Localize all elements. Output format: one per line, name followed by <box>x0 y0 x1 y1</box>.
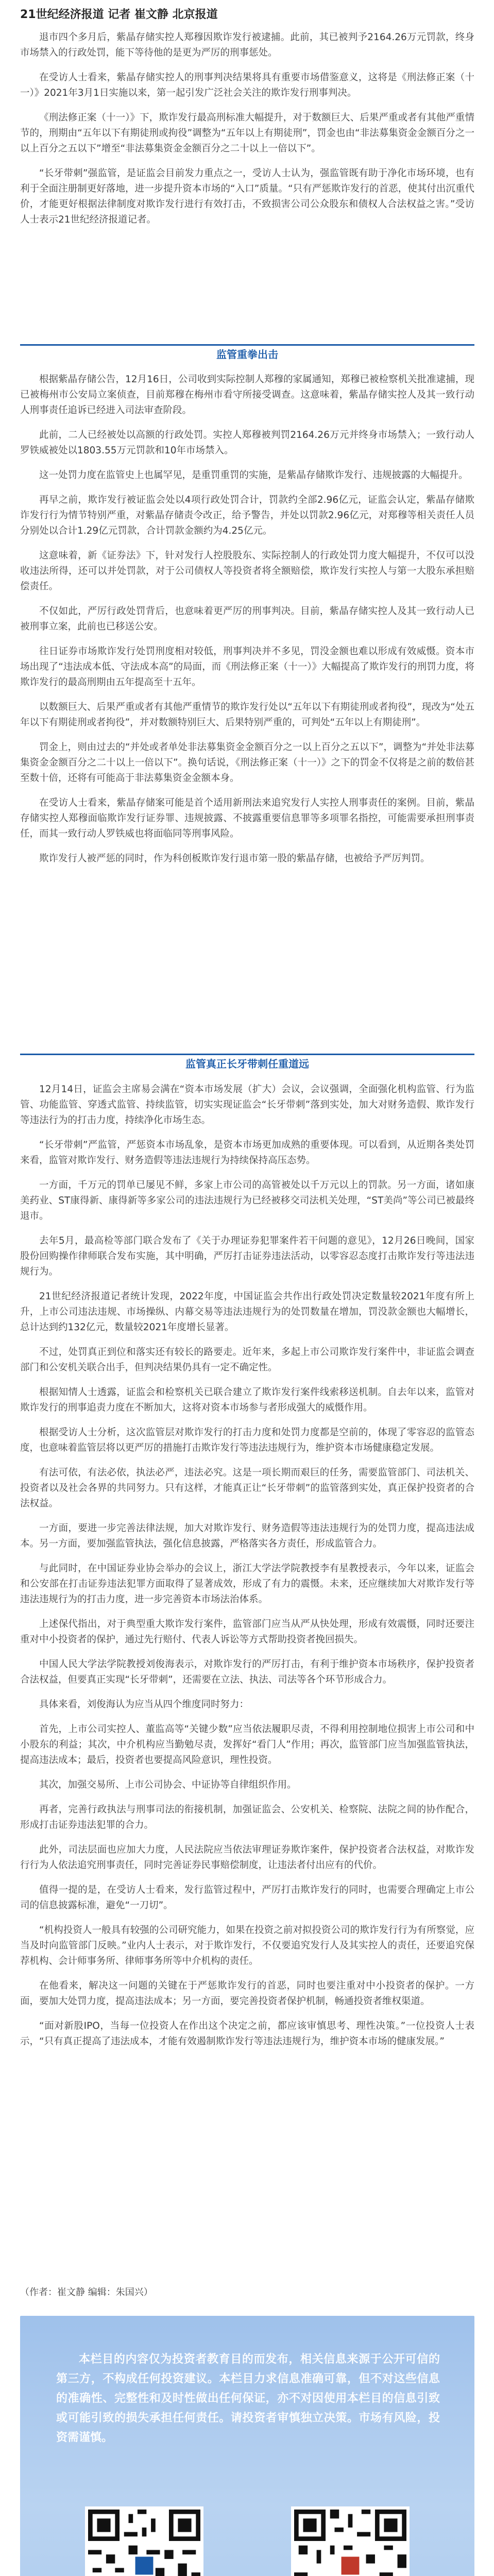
paragraph: 在他看来，解决这一问题的关键在于严惩欺诈发行的首恶，同时也要注重对中小投资者的保护。一方面，要加大处罚力度，提高违法成本；另一方面，要完善投资者保护机制，畅通投资者维权渠道。 <box>20 1980 474 2007</box>
paragraph: 这意味着，新《证券法》下，针对发行人控股股东、实际控制人的行政处罚力度大幅提升，不仅可以没收违法所得，还可以并处罚款，对于公司债权人等投资者将全额赔偿，欺诈发行实控人与第一大股东承担赔偿责任。 <box>20 550 474 592</box>
article-byline: 21世纪经济报道 记者 崔文静 北京报道 <box>20 8 218 21</box>
section-long-road <box>20 1082 474 2059</box>
paragraph: 一方面，千万元的罚单已屡见不鲜，多家上市公司的高管被处以千万元以上的罚款。另一方面，诸如康美药业、ST康得新、康得新等多家公司的违法违规行为已经被移交司法机关处理，“ST美尚”等公司已被最终退市。 <box>20 1180 474 1222</box>
section-intro <box>20 30 474 237</box>
paragraph: 具体来看，刘俊海认为应当从四个维度同时努力： <box>39 1699 249 1710</box>
section-heading-1 <box>20 344 474 366</box>
paragraph: “机构投资人一般具有较强的公司研究能力，如果在投资之前对拟投资公司的欺诈发行行为有所察觉，应当及时向监管部门反映。”业内人士表示，对于欺诈发行，不仅要追究发行人及其实控人的责任，还要追究保荐机构、会计师事务所、律师事务所等中介机构的责任。 <box>20 1925 474 1967</box>
paragraph: 再早之前，欺诈发行被证监会处以4项行政处罚合计，罚款约全部2.96亿元，证监会认定，紫晶存储欺诈发行行为情节特别严重，对紫晶存储责令改正，给予警告，并处以罚款2.96亿元，对郑穆等相关责任人员分别处以合计1.29亿元罚款，合计罚款金额约为4.25亿元。 <box>20 495 474 536</box>
paragraph: 《刑法修正案（十一）》下，欺诈发行最高刑标准大幅提升，对于数额巨大、后果严重或者有其他严重情节的，刑期由“五年以下有期徒刑或拘役”调整为“五年以上有期徒刑”，罚金也由“非法募集资金金额百分之一以上百分之五以下”增至“非法募集资金金额百分之二十以上一倍以下”。 <box>20 112 474 154</box>
investor-education-notice <box>20 2316 474 2576</box>
qr-code-icon <box>88 2510 200 2576</box>
paragraph: 一方面，要进一步完善法律法规，加大对欺诈发行、财务造假等违法违规行为的处罚力度，提高违法成本。另一方面，要加强监管执法，强化信息披露，严格落实各方责任，形成监管合力。 <box>20 1523 474 1549</box>
paragraph: 往日证券市场欺诈发行处罚刑度相对较低，刑事判决并不多见，罚没金额也难以形成有效威慑。资本市场出现了“违法成本低、守法成本高”的局面，而《刑法修正案（十一）》大幅提高了欺诈发行的刑罚力度，将欺诈发行的最高刑期由五年提高至十五年。 <box>20 646 474 688</box>
qr-code-left[interactable] <box>85 2506 203 2576</box>
paragraph: 以数额巨大、后果严重或者有其他严重情节的欺诈发行处以“五年以下有期徒刑或者拘役”，现改为“处五年以下有期徒刑或者拘役”，并对数额特别巨大、后果特别严重的，可判处“五年以上有期徒刑”。 <box>20 702 474 728</box>
paragraph: 此外，司法层面也应加大力度，人民法院应当依法审理证券欺诈案件，保护投资者合法权益，对欺诈发行行为人依法追究刑事责任，同时完善证券民事赔偿制度，让违法者付出应有的代价。 <box>20 1844 474 1871</box>
paragraph: 去年5月，最高检等部门联合发布了《关于办理证券犯罪案件若干问题的意见》，12月26日晚间，国家股份回购操作律师联合发布实施，其中明确，严厉打击证券违法活动，以零容忍态度打击欺诈发行等违法违规行为。 <box>20 1235 474 1277</box>
paragraph: 欺诈发行人被严惩的同时，作为科创板欺诈发行退市第一股的紫晶存储，也被给予严厉判罚。 <box>39 853 430 864</box>
paragraph: 退市四个多月后，紫晶存储实控人郑穆因欺诈发行被逮捕。此前，其已被判予2164.26万元罚款，终身市场禁入的行政处罚，能下等待他的是更为严厉的刑事惩处。 <box>20 32 474 58</box>
paragraph: 不仅如此，严厉行政处罚背后，也意味着更严厉的刑事判决。目前，紫晶存储实控人及其一致行动人已被刑事立案，此前也已移送公安。 <box>20 606 474 632</box>
paragraph: 根据紫晶存储公告，12月16日，公司收到实际控制人郑穆的家属通知，郑穆已被检察机关批准逮捕，现已被梅州市公安局立案侦查，目前郑穆在梅州市看守所接受调查。这意味着，紫晶存储实控人及其一致行动人刑事责任追诉已经进入司法审查阶段。 <box>20 374 474 416</box>
paragraph: “长牙带刺”强监管，是证监会目前发力重点之一，受访人士认为，强监管既有助于净化市场环境，也有利于全面注册制更好落地，进一步提升资本市场的“入口”质量。“只有严惩欺诈发行的首恶，使其付出沉重代价，才能更好根据法律制度对欺诈发行进行有效打击，不致损害公司公众股东和债权人合法权益之害。”受访人士表示21世纪经济报道记者。 <box>20 168 474 225</box>
paragraph: 这一处罚力度在监管史上也属罕见，是重罚重罚的实施，是紫晶存储欺诈发行、违规披露的大幅提升。 <box>39 470 468 481</box>
paragraph: 上述保代指出，对于典型重大欺诈发行案件，监管部门应当从严从快处理，形成有效震慑，同时还要注重对中小投资者的保护，通过先行赔付、代表人诉讼等方式帮助投资者挽回损失。 <box>20 1619 474 1645</box>
article-author: （作者：崔文静 编辑：朱国兴） <box>20 2287 153 2298</box>
paragraph: 在受访人士看来，紫晶存储实控人的刑事判决结果将具有重要市场借鉴意义，这将是《刑法修正案（十一）》2021年3月1日实施以来，第一起引发广泛社会关注的欺诈发行刑事判决。 <box>20 72 474 98</box>
notice-text: 本栏目的内容仅为投资者教育目的而发布，相关信息来源于公开可信的第三方，不构成任何投资建议。本栏目力求信息准确可靠，但不对这些信息的准确性、完整性和及时性做出任何保证，亦不对因使用本栏目的信息引致或可能引致的损失承担任何责任。请投资者审慎独立决策。市场有风险，投资需谨慎。 <box>56 2353 440 2444</box>
paragraph: 罚金上，则由过去的“并处或者单处非法募集资金金额百分之一以上百分之五以下”，调整为“并处非法募集资金金额百分之二十以上一倍以下”。换句话说，《刑法修正案（十一）》之下的罚金不仅将是之前的数倍甚至数十倍，还将有可能高于非法募集资金金额本身。 <box>20 742 474 784</box>
paragraph: 12月14日，证监会主席易会满在“资本市场发展（扩大）会议，会议强调，全面强化机构监管、行为监管、功能监管、穿透式监管、持续监管，切实实现证监会“长牙带刺”落到实处，加大对财务造假、欺诈发行等违法行为的打击力度，持续净化市场生态。 <box>20 1084 474 1126</box>
paragraph: 与此同时，在中国证券业协会举办的会议上，浙江大学法学院教授李有星教授表示，今年以来，证监会和公安部在打击证券违法犯罪方面取得了显著成效，形成了有力的震慑。未来，还应继续加大对欺诈发行等违法违规行为的打击力度，进一步完善资本市场法治体系。 <box>20 1563 474 1605</box>
paragraph: 根据知情人士透露，证监会和检察机关已联合建立了欺诈发行案件线索移送机制。自去年以来，监管对欺诈发行的刑事追责力度在不断加大，这将对资本市场参与者形成强大的威慑作用。 <box>20 1387 474 1413</box>
paragraph: “面对新股IPO，当每一位投资人在作出这个决定之前，都应该审慎思考、理性决策。”一位投资人士表示，“只有真正提高了违法成本，才能有效遏制欺诈发行等违法违规行为，维护资本市场的健康发展。” <box>20 2021 474 2047</box>
section-heading-text: 监管真正长牙带刺任重道远 <box>185 1058 309 1070</box>
qr-code-icon <box>294 2510 406 2576</box>
paragraph: 中国人民大学法学院教授刘俊海表示，对欺诈发行的严厉打击，有利于维护资本市场秩序，保护投资者合法权益，但要真正实现“长牙带刺”，还需要在立法、执法、司法等各个环节形成合力。 <box>20 1659 474 1685</box>
paragraph: 不过，处罚真正到位和落实还有较长的路要走。近年来，多起上市公司欺诈发行案件中，非证监会调查部门和公安机关联合出手，但判决结果仍具有一定不确定性。 <box>20 1347 474 1373</box>
paragraph: 值得一提的是，在受访人士看来，发行监管过程中，严厉打击欺诈发行的同时，也需要合理确定上市公司的信息披露标准，避免“一刀切”。 <box>20 1885 474 1911</box>
section-heading-text: 监管重拳出击 <box>216 348 278 361</box>
section-regulation <box>20 372 474 876</box>
paragraph: 此前，二人已经被处以高额的行政处罚。实控人郑穆被判罚2164.26万元并终身市场禁入；一致行动人罗铁威被处以1803.55万元罚款和10年市场禁入。 <box>20 430 474 456</box>
paragraph: 根据受访人士分析，这次监管层对欺诈发行的打击力度和处罚力度都是空前的，体现了零容忍的监管态度，也意味着监管层将以更严厉的措施打击欺诈发行等违法违规行为，维护资本市场健康稳定发展。 <box>20 1427 474 1453</box>
section-heading-2 <box>20 1054 474 1076</box>
qr-code-right[interactable] <box>291 2506 410 2576</box>
paragraph: 首先，上市公司实控人、董监高等“关键少数”应当依法履职尽责，不得利用控制地位损害上市公司和中小股东的利益；其次，中介机构应当勤勉尽责，发挥好“看门人”作用；再次，监管部门应当加强监管执法，提高违法成本；最后，投资者也要提高风险意识，理性投资。 <box>20 1724 474 1766</box>
paragraph: 21世纪经济报道记者统计发现，2022年度，中国证监会共作出行政处罚决定数量较2021年度有所上升，上市公司违法违规、市场操纵、内幕交易等违法违规行为的处罚数量在增加，罚没款金额也大幅增长，总计达到约132亿元，数量较2021年度增长显著。 <box>20 1291 474 1333</box>
paragraph: 在受访人士看来，紫晶存储案可能是首个适用新刑法来追究发行人实控人刑事责任的案例。目前，紫晶存储实控人郑穆面临欺诈发行证券罪、违规披露、不披露重要信息罪等多项罪名指控，可能需要承担刑事责任，而其一致行动人罗铁威也将面临同等刑事风险。 <box>20 798 474 839</box>
paragraph: 再者，完善行政执法与刑事司法的衔接机制，加强证监会、公安机关、检察院、法院之间的协作配合，形成打击证券违法犯罪的合力。 <box>20 1804 474 1831</box>
paragraph: “长牙带刺”严监管，严惩资本市场乱象，是资本市场更加成熟的重要体现。可以看到，从近期各类处罚来看，监管对欺诈发行、财务造假等违法违规行为持续保持高压态势。 <box>20 1140 474 1166</box>
paragraph: 其次，加强交易所、上市公司协会、中证协等自律组织作用。 <box>39 1780 297 1790</box>
paragraph: 有法可依，有法必依，执法必严，违法必究。这是一项长期而艰巨的任务，需要监管部门、司法机关、投资者以及社会各界的共同努力。只有这样，才能真正让“长牙带刺”的监管落到实处，真正保护投资者的合法权益。 <box>20 1467 474 1509</box>
